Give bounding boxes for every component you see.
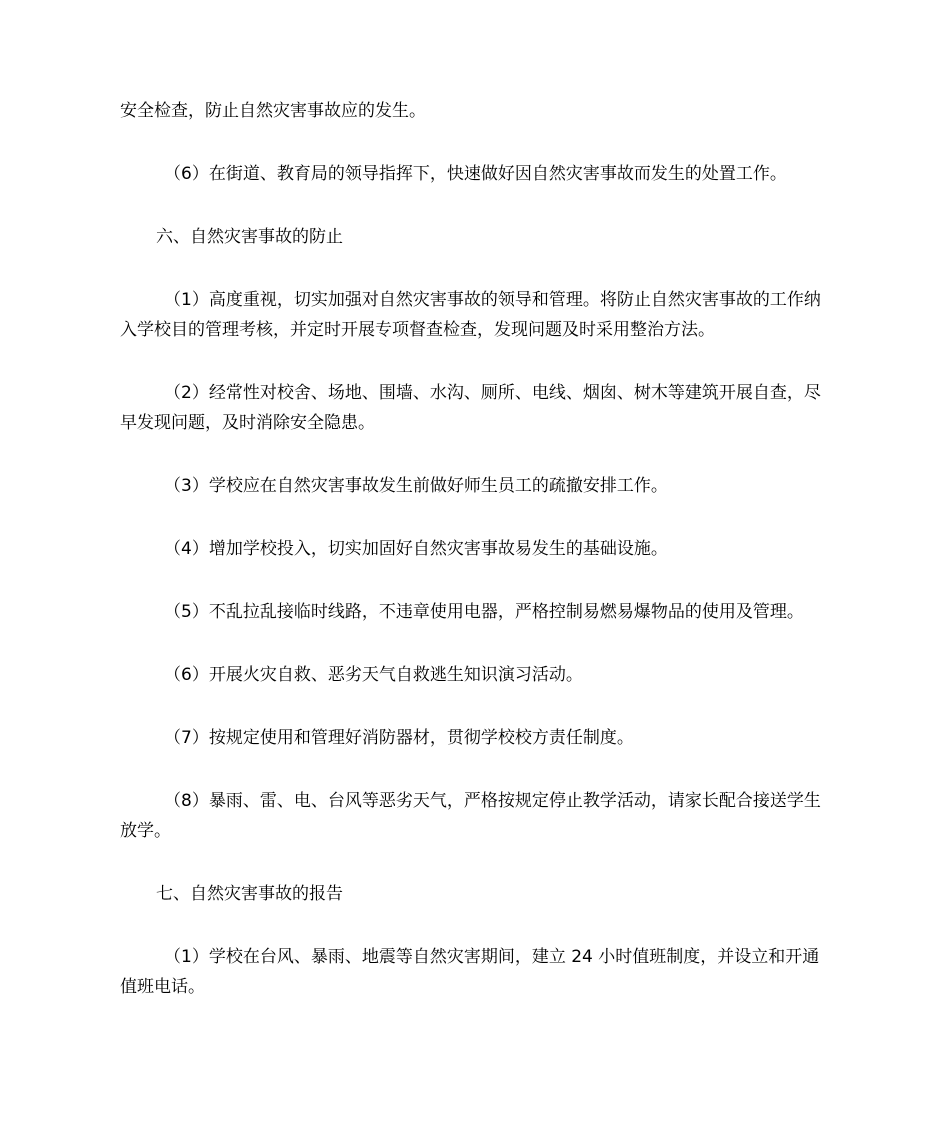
list-item: （8）暴雨、雷、电、台风等恶劣天气，严格按规定停止教学活动，请家长配合接送学生放学。 xyxy=(120,791,821,841)
list-item: （2）经常性对校舍、场地、围墙、水沟、厕所、电线、烟囱、树木等建筑开展自查，尽早发现问题，及时消除安全隐患。 xyxy=(120,383,821,433)
list-item: （5）不乱拉乱接临时线路，不违章使用电器，严格控制易燃易爆物品的使用及管理。 xyxy=(164,602,804,622)
list-item: （7）按规定使用和管理好消防器材，贯彻学校校方责任制度。 xyxy=(164,728,634,748)
section-heading: 七、自然灾害事故的报告 xyxy=(156,884,343,904)
list-item: （3）学校应在自然灾害事故发生前做好师生员工的疏撤安排工作。 xyxy=(164,476,668,496)
section-heading: 六、自然灾害事故的防止 xyxy=(156,227,343,247)
list-item: （4）增加学校投入，切实加固好自然灾害事故易发生的基础设施。 xyxy=(164,539,668,559)
list-item: （6）在街道、教育局的领导指挥下，快速做好因自然灾害事故而发生的处置工作。 xyxy=(164,164,787,184)
paragraph-continuation: 安全检查，防止自然灾害事故应的发生。 xyxy=(120,101,426,121)
list-item: （6）开展火灾自救、恶劣天气自救逃生知识演习活动。 xyxy=(164,665,583,685)
document-page xyxy=(120,96,832,1002)
list-item: （1）学校在台风、暴雨、地震等自然灾害期间，建立 24 小时值班制度，并设立和开通值班电话。 xyxy=(120,947,820,997)
list-item: （1）高度重视，切实加强对自然灾害事故的领导和管理。将防止自然灾害事故的工作纳入学校目的管理考核，并定时开展专项督查检查，发现问题及时采用整治方法。 xyxy=(120,290,821,340)
